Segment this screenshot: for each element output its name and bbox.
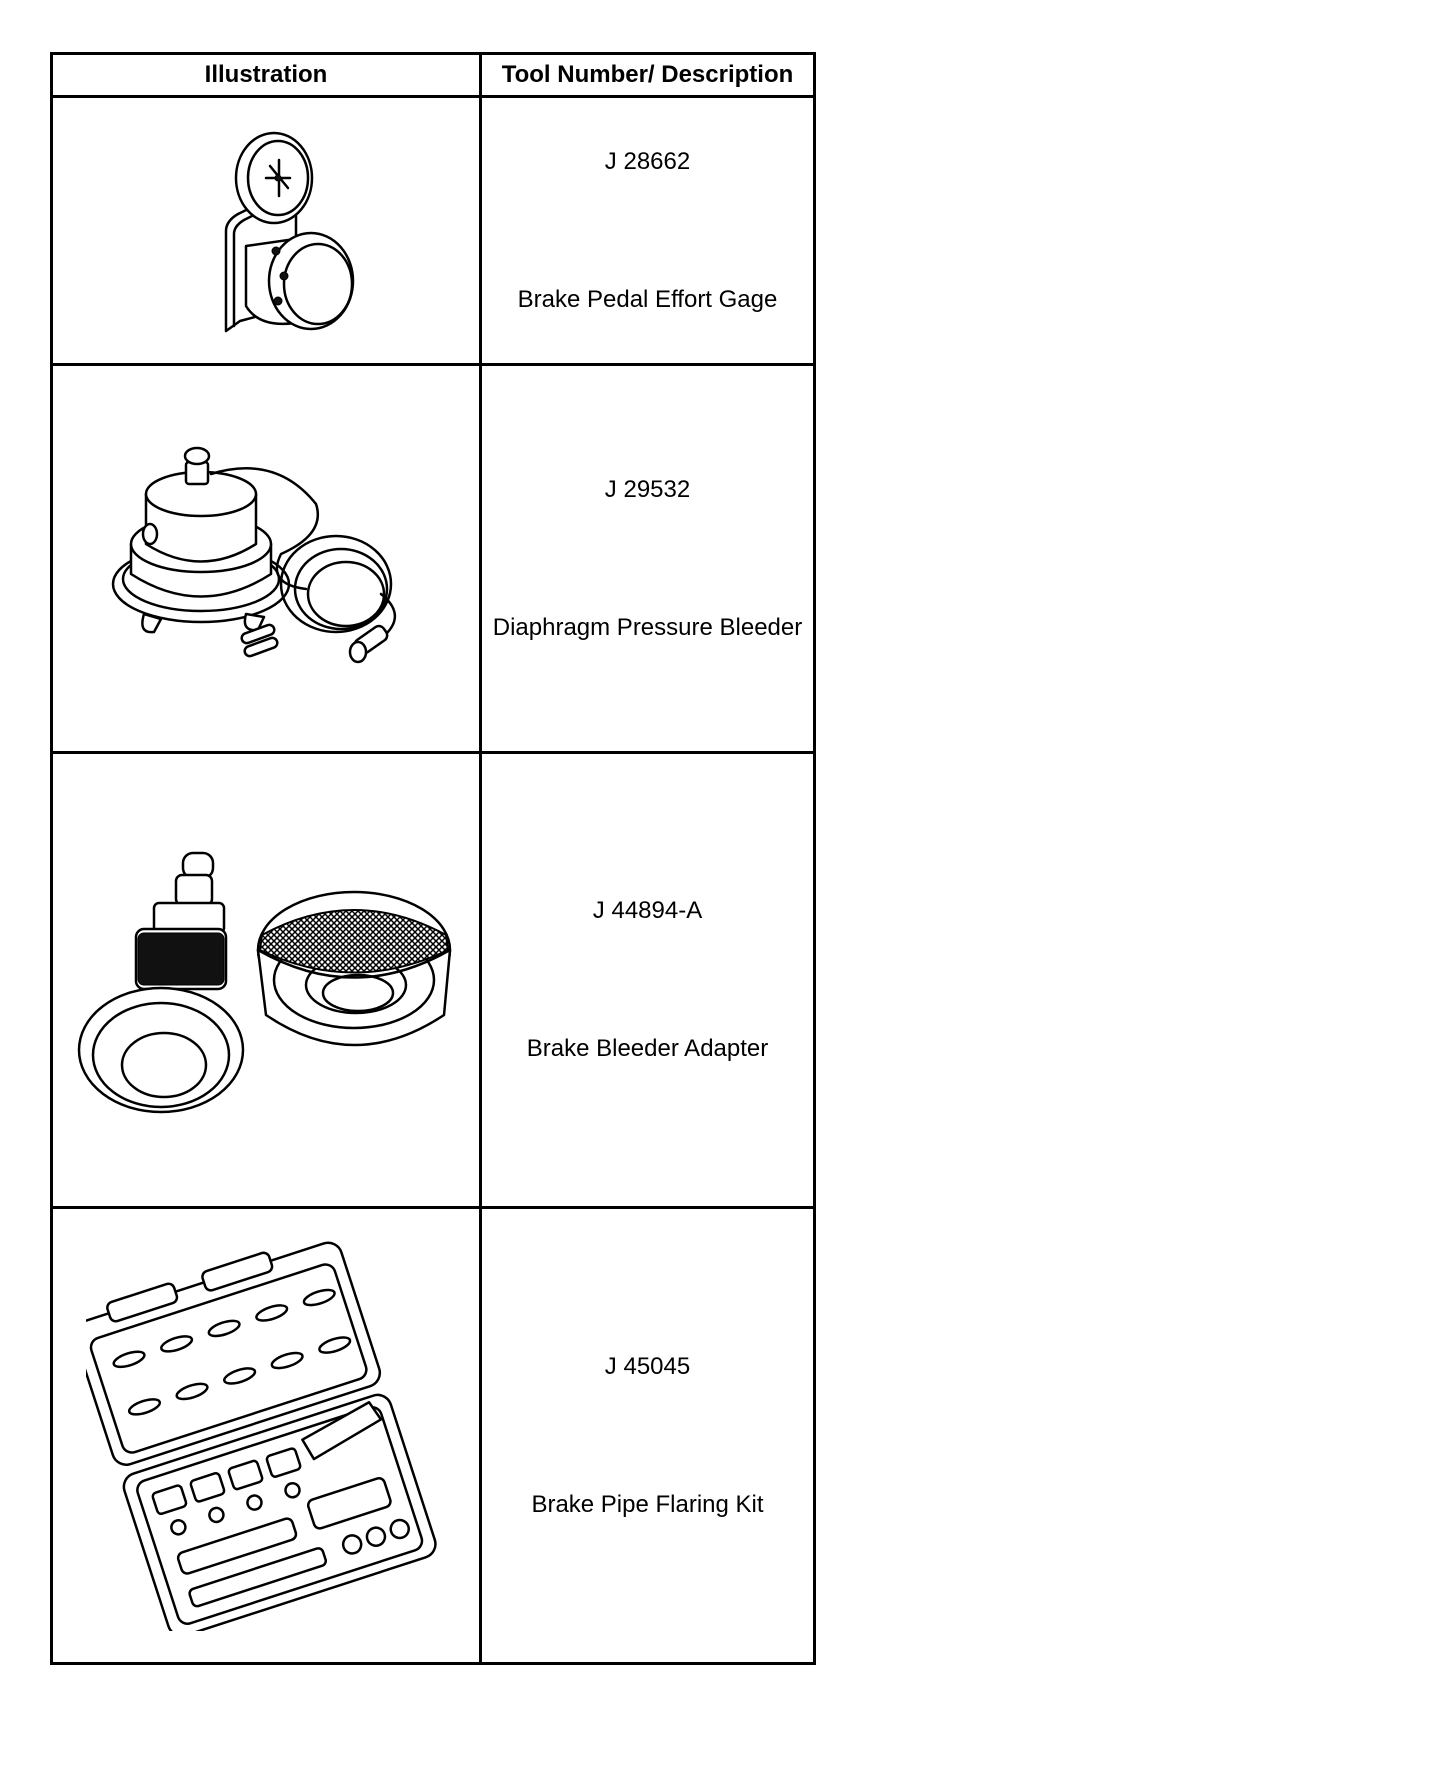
illustration-cell xyxy=(52,365,481,753)
tool-number: J 45045 xyxy=(604,1352,691,1380)
header-tool-number-description: Tool Number/ Description xyxy=(481,54,815,97)
table-row xyxy=(52,97,815,365)
table-row xyxy=(52,365,815,753)
illustration-cell xyxy=(52,753,481,1208)
table-row xyxy=(52,1208,815,1664)
description-cell xyxy=(481,1208,815,1664)
illustration-cell xyxy=(52,97,481,365)
header-illustration: Illustration xyxy=(52,54,481,97)
tool-description: Brake Pedal Effort Gage xyxy=(517,285,778,313)
tools-table xyxy=(50,52,816,1665)
illustration-cell xyxy=(52,1208,481,1664)
description-cell xyxy=(481,365,815,753)
pedal-effort-gage-illustration xyxy=(166,116,366,346)
header-row xyxy=(52,54,815,97)
tool-number: J 29532 xyxy=(604,475,691,503)
pressure-bleeder-illustration xyxy=(106,434,426,684)
tool-description: Brake Bleeder Adapter xyxy=(526,1035,769,1062)
tool-description: Brake Pipe Flaring Kit xyxy=(531,1490,764,1518)
bleeder-adapter-illustration xyxy=(76,845,456,1115)
table-row xyxy=(52,753,815,1208)
tool-number: J 44894-A xyxy=(592,897,703,924)
description-cell xyxy=(481,753,815,1208)
tool-description: Diaphragm Pressure Bleeder xyxy=(492,613,803,641)
tool-number: J 28662 xyxy=(604,147,691,175)
flaring-kit-illustration xyxy=(86,1241,446,1631)
description-cell xyxy=(481,97,815,365)
